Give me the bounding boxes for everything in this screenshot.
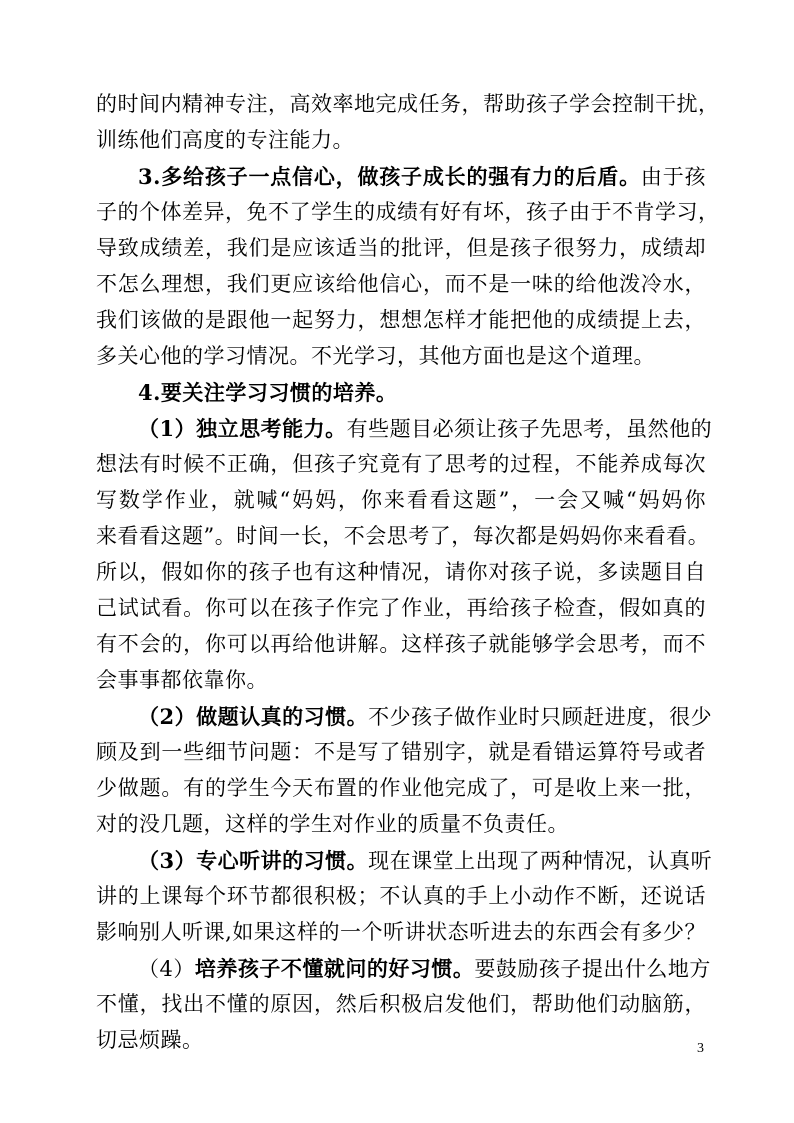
text-line [96,127,706,154]
line-text: 来看看这题”。时间一长，不会思考了，每次都是妈妈你来看看。 [96,524,710,548]
line-text: 所以，假如你的孩子也有这种情况，请你对孩子说，多读题目自 [96,560,706,584]
heading-line [138,955,711,982]
subsection-heading: （1）独立思考能力。 [138,416,347,441]
text-line [96,487,706,514]
text-line [96,451,706,478]
text-line [96,559,706,586]
section-heading: 4.要关注学习习惯的培养。 [138,380,398,405]
text-line [96,631,706,658]
line-text: 要鼓励孩子提出什么地方 [474,957,711,981]
heading-line [138,379,706,406]
line-text: 少做题。有的学生今天布置的作业他完成了，可是收上来一批， [96,776,706,800]
line-text: 对的没几题，这样的学生对作业的质量不负责任。 [96,812,569,836]
line-text: 讲的上课每个环节都很积极；不认真的手上小动作不断，还说话 [96,884,706,908]
heading-line [138,847,713,874]
line-text: 想法有时候不正确，但孩子究竟有了思考的过程，不能养成每次 [96,452,706,476]
text-line [96,91,720,118]
text-line [96,883,706,910]
text-line [96,307,706,334]
subsection-heading: （3）专心听讲的习惯。 [138,848,369,873]
line-text: 影响别人听课,如果这样的一个听讲状态听进去的东西会有多少？ [96,920,706,944]
line-text: 不怎么理想，我们更应该给他信心，而不是一味的给他泼冷水， [96,272,706,296]
line-text: 由于孩 [640,165,707,189]
text-line [96,775,706,802]
text-line [96,271,706,298]
line-text: 导致成绩差，我们是应该适当的批评，但是孩子很努力，成绩却 [96,236,706,260]
section-heading: 3.多给孩子一点信心，做孩子成长的强有力的后盾。 [138,164,641,189]
line-text: 的时间内精神专注，高效率地完成任务，帮助孩子学会控制干扰， [96,92,720,116]
subsection-heading: （2）做题认真的习惯。 [138,704,369,729]
text-line [96,919,706,946]
text-line [96,595,706,622]
line-text: 现在课堂上出现了两种情况，认真听 [368,849,713,873]
text-line [96,235,706,262]
text-line [96,667,706,694]
line-text: 有些题目必须让孩子先思考，虽然他的 [346,417,713,441]
text-line [96,739,706,766]
item-number: （4） [138,957,195,981]
line-text: 训练他们高度的专注能力。 [96,128,354,152]
text-line [96,811,706,838]
line-text: 不懂，找出不懂的原因，然后积极启发他们，帮助他们动脑筋， [96,992,706,1016]
heading-line [138,163,706,190]
text-line [96,991,706,1018]
line-text: 写数学作业，就喊“妈妈，你来看看这题”，一会又喊“妈妈你 [96,488,706,512]
text-line [96,343,706,370]
line-text: 切忌烦躁。 [96,1028,204,1052]
text-line [96,199,720,226]
heading-line [138,415,713,442]
line-text: 会事事都依靠你。 [96,668,268,692]
line-text: 多关心他的学习情况。不光学习，其他方面也是这个道理。 [96,344,655,368]
line-text: 有不会的，你可以再给他讲解。这样孩子就能够学会思考，而不 [96,632,706,656]
line-text: 我们该做的是跟他一起努力，想想怎样才能把他的成绩提上去， [96,308,706,332]
text-line [96,523,710,550]
subsection-heading: 培养孩子不懂就问的好习惯。 [194,956,475,981]
line-text: 顾及到一些细节问题：不是写了错别字，就是看错运算符号或者 [96,740,706,764]
line-text: 子的个体差异，免不了学生的成绩有好有坏，孩子由于不肯学习， [96,200,720,224]
page-number: 3 [697,1041,704,1056]
text-line [96,1027,706,1054]
heading-line [138,703,713,730]
line-text: 己试试看。你可以在孩子作完了作业，再给孩子检查，假如真的 [96,596,706,620]
line-text: 不少孩子做作业时只顾赶进度，很少 [368,705,713,729]
